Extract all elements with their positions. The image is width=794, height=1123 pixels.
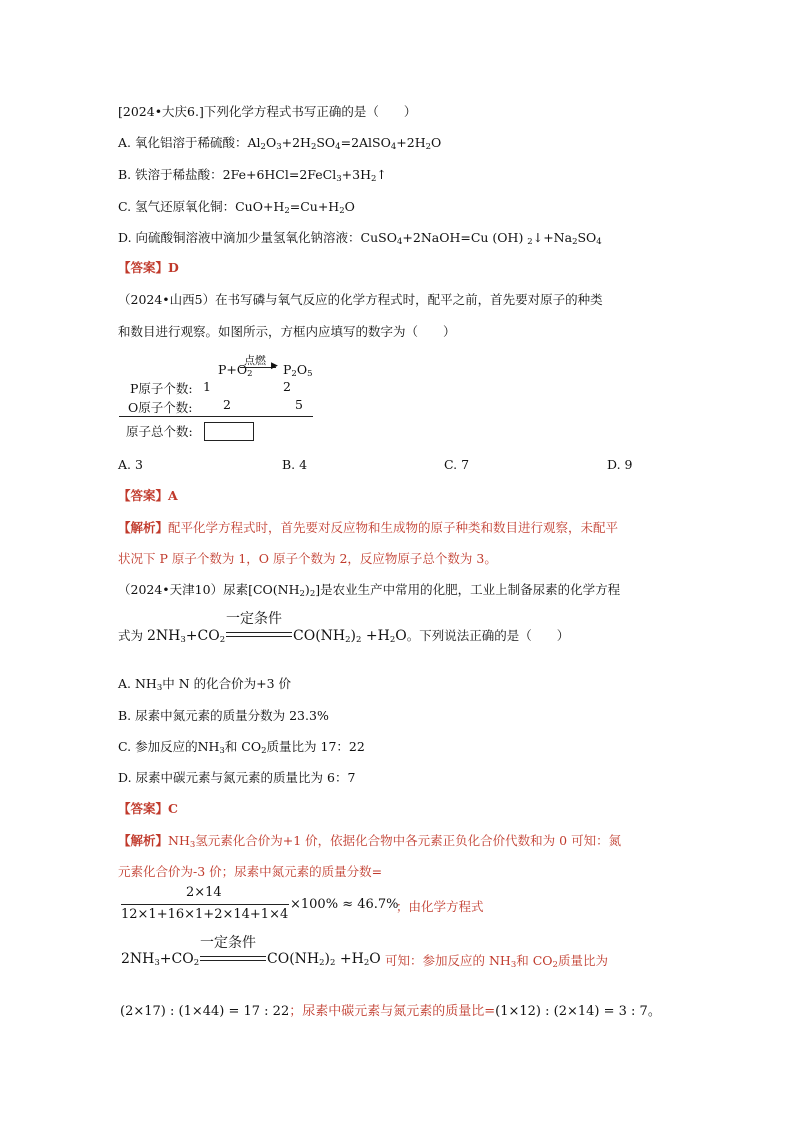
q1-answer [118,258,179,278]
q3-eq-left: $2NH_3+CO_2$ [147,628,226,645]
o-count-left: 2 [223,397,231,412]
q3-eq-right: $CO(NH_2)_2 +H_2O$ [293,628,407,645]
fraction-after-text: ；由化学方程式 [396,899,484,914]
q2-answer [118,486,178,506]
answer-tag: 【答案】 [118,801,169,816]
q1-option-d [118,228,602,248]
q1-answer-value: D [168,260,179,275]
q1-option-b-prefix: B. 铁溶于稀盐酸： [118,167,223,182]
q2-option-c: C. 7 [444,457,470,472]
analysis-tag: 【解析】 [118,520,169,535]
eq2-left: $2NH_3+CO_2$ [121,951,200,968]
o-count-right: 5 [295,397,303,412]
c-n-ratio-calc: (1×12) : (2×14) = 3 : 7 [495,1004,648,1019]
answer-box [204,422,254,441]
p-count-left: 1 [203,379,211,394]
o-count-label: O原子个数: [128,400,193,415]
fraction-denominator: 12×1+16×1+2×14+1×4 [121,907,289,922]
q2-stem-line2: 和数目进行观察。如图所示，方框内应填写的数字为（ ） [118,324,456,339]
final-mid-text: ；尿素中碳元素与氮元素的质量比= [289,1004,496,1019]
q3-answer [118,799,178,819]
q2-option-d: D. 9 [607,457,633,472]
q3-stem-suffix: 。下列说法正确的是（ ） [406,628,570,643]
final-end: 。 [647,1004,661,1019]
fraction-numerator: 2×14 [186,885,222,900]
eq2-sign [200,956,266,961]
q3-eq-right-and-suffix [293,626,569,646]
eq2-after-text: 可知：参加反应的 $NH_3$和 $CO_2$质量比为 [385,953,608,970]
analysis-tag: 【解析】 [118,833,169,848]
mass-ratio-calc: (2×17) : (1×44) = 17 : 22 [120,1004,290,1019]
q1-option-a [118,133,441,153]
p-count-label: P原子个数: [130,381,193,396]
q3-option-c: C. 参加反应的$NH_3$和 $CO_2$质量比为 17：22 [118,739,365,756]
answer-tag: 【答案】 [118,260,169,275]
diagram-divider [119,416,313,417]
q2-answer-value: A [168,488,178,503]
fraction-bar [121,904,289,905]
q3-analysis-line2: 元素化合价为-3 价；尿素中氮元素的质量分数= [118,864,383,879]
q1-option-b-equation: $2Fe+6HCl=2FeCl_3+3H_2↑$ [222,167,387,184]
q2-analysis-line2: 状况下 P 原子个数为 1，O 原子个数为 2，反应物原子总个数为 3。 [118,551,497,566]
arrow-head-icon: ▶ [271,361,278,371]
q3-final-line [120,1000,661,1019]
diagram-product: $P_2O_5$ [283,362,313,379]
q3-option-d: D. 尿素中碳元素与氮元素的质量比为 6：7 [118,770,356,785]
q3-analysis-line1: 【解析】$NH_3$氢元素化合价为+1 价，依据化合物中各元素正负化合价代数和为 0 可知：氮 [118,833,622,850]
q1-option-c [118,197,355,217]
diagram-reactants: $P+O_2$ [218,362,253,379]
q1-option-c-equation: $CuO+H_2=Cu+H_2O$ [235,199,355,216]
q1-option-c-prefix: C. 氢气还原氧化铜： [118,199,236,214]
q3-eq-condition: 一定条件 [226,611,282,627]
q1-option-b [118,165,387,185]
q2-analysis-text1: 配平化学方程式时，首先要对反应物和生成物的原子种类和数目进行观察，未配平 [168,520,619,535]
q3-stem-prefix [118,626,225,646]
q1-option-a-prefix: A. 氧化铝溶于稀硫酸： [118,135,248,150]
q3-option-b: B. 尿素中氮元素的质量分数为 23.3% [118,708,329,723]
q3-option-a: A. $NH_3$中 N 的化合价为+3 价 [118,676,292,693]
q3-answer-value: C [168,801,178,816]
q2-option-b: B. 4 [282,457,308,472]
fraction-tail: ×100% ≈ 46.7% [290,897,399,912]
q1-option-d-equation: CuSO$_4$+2NaOH=Cu (OH) $_2↓+Na_2SO_4$ [360,230,602,247]
q3-eq-sign [226,632,292,637]
eq2-condition: 一定条件 [200,935,256,951]
p-count-right: 2 [283,379,291,394]
q3-stem-line1: （2024•天津10）尿素$[CO(NH_2)_2]$是农业生产中常用的化肥，工业上制备尿素的化学方程 [118,582,621,599]
q2-analysis-line1 [118,518,618,538]
q1-option-a-equation: $Al_2O_3+2H_2SO_4=2AlSO_4+2H_2O$ [247,135,442,152]
stem-prefix-text: 式为 [118,628,144,643]
eq2-right: $CO(NH_2)_2 +H_2O$ [267,951,381,968]
answer-tag: 【答案】 [118,488,169,503]
q2-stem-line1: （2024•山西5）在书写磷与氧气反应的化学方程式时，配平之前，首先要对原子的种类 [118,292,603,307]
q1-option-d-prefix: D. 向硫酸铜溶液中滴加少量氢氧化钠溶液： [118,230,361,245]
total-count-label: 原子总个数: [126,424,193,439]
diagram-condition: 点燃 [244,354,266,367]
q2-option-a: A. 3 [118,457,143,472]
q2-options [0,455,794,475]
q1-stem: [2024•大庆6.]下列化学方程式书写正确的是（ ） [118,104,417,119]
